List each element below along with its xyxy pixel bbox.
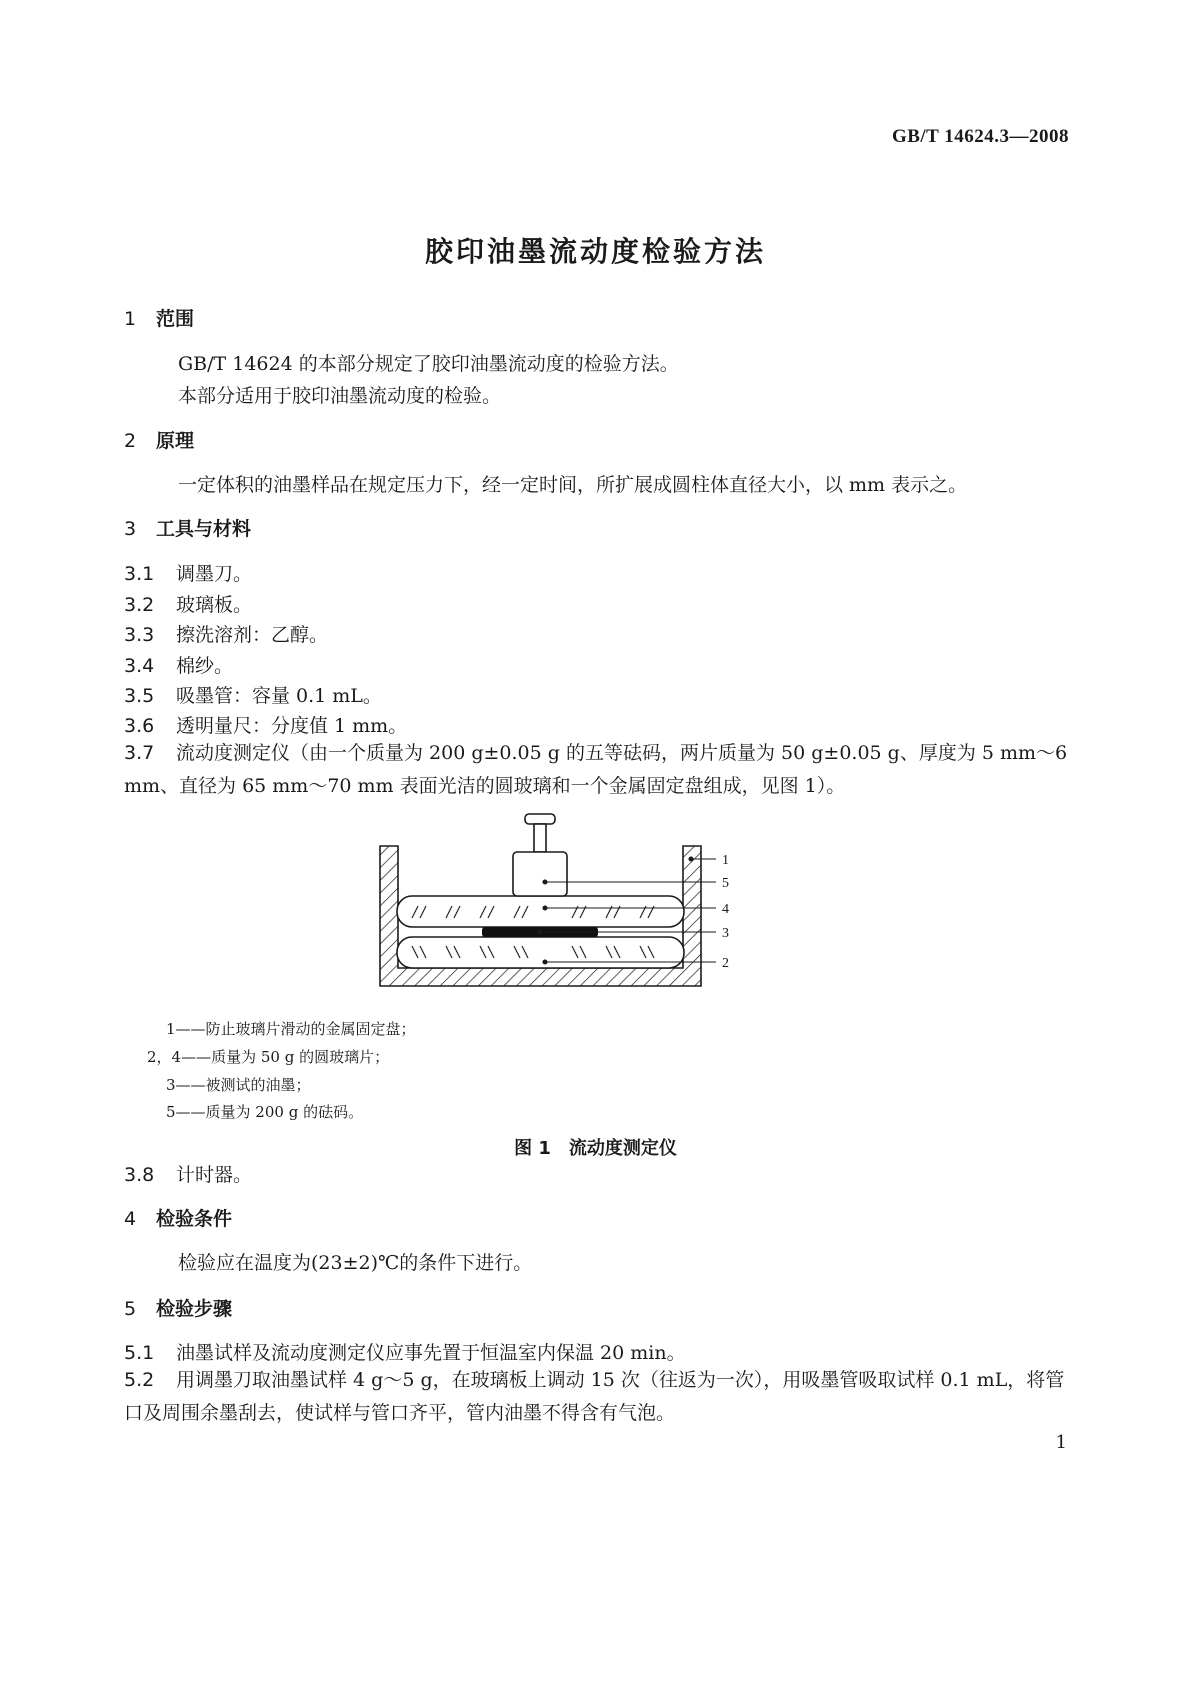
figure-caption: 图 1 流动度测定仪 — [514, 1138, 677, 1159]
item-number: 3.8 — [124, 1164, 155, 1186]
standard-code: GB/T 14624.3—2008 — [891, 126, 1069, 147]
paragraph: 检验应在温度为(23±2)℃的条件下进行。 — [178, 1252, 533, 1274]
callout-4: 4 — [722, 902, 729, 917]
item-number: 5.1 — [124, 1342, 155, 1364]
item-text: 棉纱。 — [176, 655, 234, 677]
figure-legend-item: 2，4——质量为 50 g 的圆玻璃片； — [147, 1048, 390, 1066]
callout-2: 2 — [722, 956, 729, 971]
callout-3: 3 — [722, 926, 729, 941]
figure-legend-item: 1——防止玻璃片滑动的金属固定盘； — [166, 1020, 416, 1038]
upper-glass-plate — [397, 896, 684, 927]
section-title: 范围 — [156, 308, 195, 330]
item-number: 3.2 — [124, 594, 155, 616]
item-text: 用调墨刀取油墨试样 4 g～5 g，在玻璃板上调动 15 次（往返为一次），用吸墨管吸取试样 0.1 mL，将管口及周围余墨刮去，使试样与管口齐平，管内油墨不得含有气泡。 — [124, 1369, 1065, 1424]
item-text: 调墨刀。 — [176, 563, 253, 585]
section-4-heading — [124, 1204, 232, 1231]
section-title: 原理 — [156, 430, 195, 452]
item-text: 透明量尺：分度值 1 mm。 — [176, 715, 408, 737]
item-text: 流动度测定仪（由一个质量为 200 g±0.05 g 的五等砝码，两片质量为 50 g±0.05 g、厚度为 5 mm～6 mm、直径为 65 mm～70 mm 表面光洁的圆玻璃和一个金属固定盘组成，见图 1）。 — [124, 742, 1068, 797]
item-text: 油墨试样及流动度测定仪应事先置于恒温室内保温 20 min。 — [176, 1342, 686, 1364]
section-number: 4 — [124, 1208, 137, 1230]
list-item — [124, 1338, 686, 1365]
section-title: 检验条件 — [156, 1208, 233, 1230]
item-text: 计时器。 — [176, 1164, 253, 1186]
item-number: 3.6 — [124, 715, 155, 737]
item-number: 3.1 — [124, 563, 155, 585]
paragraph: 一定体积的油墨样品在规定压力下，经一定时间，所扩展成圆柱体直径大小，以 mm 表示之。 — [178, 474, 968, 496]
section-title: 工具与材料 — [156, 518, 252, 540]
weight — [513, 814, 567, 896]
item-text: 吸墨管：容量 0.1 mL。 — [176, 685, 382, 707]
figure-legend-item: 3——被测试的油墨； — [166, 1076, 311, 1094]
item-number: 3.4 — [124, 655, 155, 677]
list-item — [124, 1160, 252, 1187]
list-item — [124, 1364, 1074, 1430]
callout-1: 1 — [722, 853, 729, 868]
section-number: 1 — [124, 308, 137, 330]
paragraph: 本部分适用于胶印油墨流动度的检验。 — [178, 385, 502, 407]
page-number: 1 — [1055, 1432, 1067, 1453]
section-number: 2 — [124, 430, 137, 452]
section-number: 3 — [124, 518, 137, 540]
item-number: 3.3 — [124, 624, 155, 646]
page-title: 胶印油墨流动度检验方法 — [424, 235, 766, 268]
item-text: 擦洗溶剂：乙醇。 — [176, 624, 329, 646]
section-number: 5 — [124, 1298, 137, 1320]
item-text: 玻璃板。 — [176, 594, 253, 616]
figure-legend-item: 5——质量为 200 g 的砝码。 — [166, 1103, 364, 1121]
section-5-heading — [124, 1294, 232, 1321]
section-title: 检验步骤 — [156, 1298, 233, 1320]
lower-glass-plate — [397, 937, 684, 968]
item-number: 3.7 — [124, 742, 155, 764]
paragraph: GB/T 14624 的本部分规定了胶印油墨流动度的检验方法。 — [178, 353, 679, 375]
callout-5: 5 — [722, 876, 729, 891]
item-number: 5.2 — [124, 1369, 155, 1391]
item-number: 3.5 — [124, 685, 155, 707]
